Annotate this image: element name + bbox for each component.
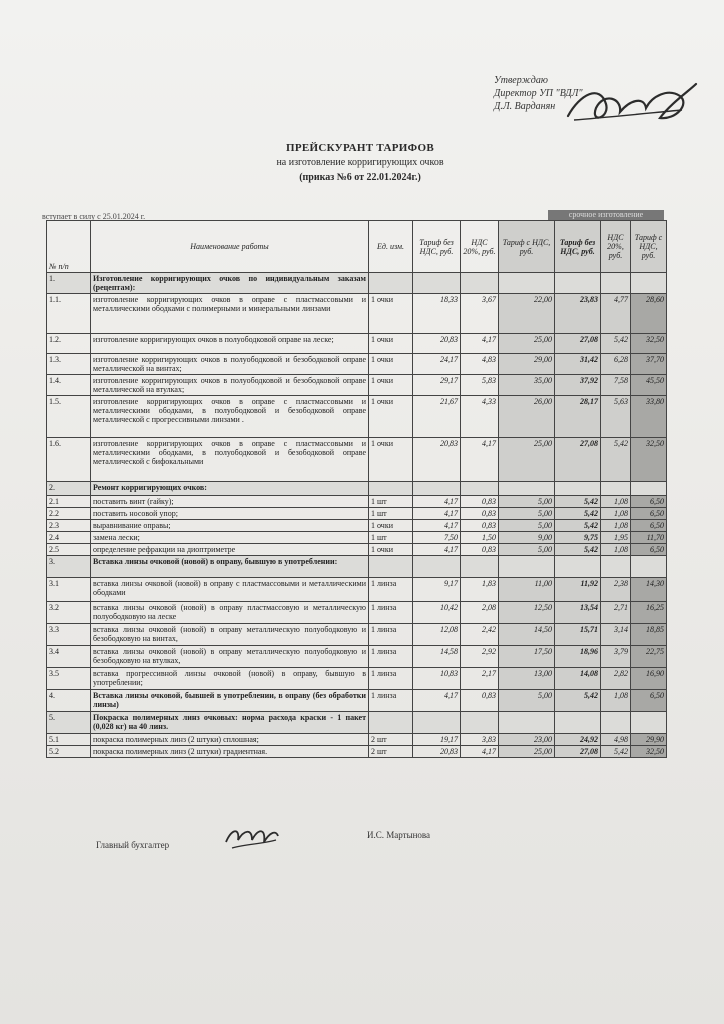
tariff-cell: 19,17 (413, 734, 461, 746)
tariff-cell: 9,17 (413, 578, 461, 602)
row-number-cell: 1.4. (47, 375, 91, 396)
urgent-tariff-cell (555, 273, 601, 294)
approval-line-3: Д.Л. Варданян (494, 101, 556, 112)
unit-cell: 1 шт (369, 508, 413, 520)
vat-cell: 2,42 (461, 624, 499, 646)
row-number-cell: 2. (47, 482, 91, 496)
total-cell: 25,00 (499, 334, 555, 354)
row-number-cell: 2.3 (47, 520, 91, 532)
unit-cell (369, 556, 413, 578)
row-number-cell: 3.3 (47, 624, 91, 646)
tariff-cell: 10,83 (413, 668, 461, 690)
work-name-cell: покраска полимерных линз (2 штуки) градиентная. (91, 746, 369, 758)
work-name-cell: изготовление корригирующих очков в полуободковой оправе на леске; (91, 334, 369, 354)
row-number-cell: 3.4 (47, 646, 91, 668)
urgent-total-cell (631, 273, 667, 294)
tariff-cell (413, 712, 461, 734)
total-cell: 13,00 (499, 668, 555, 690)
accountant-signature (222, 822, 282, 858)
work-name-cell: Покраска полимерных линз очковых: норма расхода краски - 1 пакет (0,028 кг) на 40 линз. (91, 712, 369, 734)
vat-cell: 4,17 (461, 438, 499, 482)
work-name-cell: Изготовление корригирующих очков по индивидуальным заказам (рецептам): (91, 273, 369, 294)
work-name-cell: Вставка линзы очковой, бывшей в употреблении, в оправу (без обработки линзы) (91, 690, 369, 712)
urgent-vat-cell: 1,08 (601, 544, 631, 556)
tariff-cell: 20,83 (413, 438, 461, 482)
vat-cell: 0,83 (461, 508, 499, 520)
tariff-table (46, 220, 667, 758)
urgent-vat-cell: 2,82 (601, 668, 631, 690)
table-row (47, 544, 667, 556)
tariff-cell (413, 273, 461, 294)
col-vat: НДС 20%, руб. (461, 221, 499, 273)
urgent-vat-cell: 1,08 (601, 520, 631, 532)
unit-cell: 1 линза (369, 602, 413, 624)
vat-cell: 3,83 (461, 734, 499, 746)
urgent-tariff-cell: 27,08 (555, 334, 601, 354)
row-number-cell: 5.1 (47, 734, 91, 746)
total-cell: 29,00 (499, 354, 555, 375)
urgent-vat-cell: 2,71 (601, 602, 631, 624)
urgent-vat-cell (601, 273, 631, 294)
row-number-cell: 2.1 (47, 496, 91, 508)
document-title: ПРЕЙСКУРАНТ ТАРИФОВ (285, 142, 435, 154)
unit-cell: 1 очки (369, 294, 413, 334)
vat-cell: 4,83 (461, 354, 499, 375)
row-number-cell: 1.3. (47, 354, 91, 375)
work-name-cell: поставить носовой упор; (91, 508, 369, 520)
urgent-tariff-cell: 5,42 (555, 520, 601, 532)
urgent-vat-cell: 5,42 (601, 438, 631, 482)
total-cell: 5,00 (499, 508, 555, 520)
tariff-cell (413, 482, 461, 496)
urgent-tariff-cell: 5,42 (555, 544, 601, 556)
section-row (47, 556, 667, 578)
unit-cell: 1 очки (369, 354, 413, 375)
urgent-tariff-cell: 27,08 (555, 746, 601, 758)
tariff-cell: 29,17 (413, 375, 461, 396)
section-row (47, 273, 667, 294)
row-number-cell: 3.1 (47, 578, 91, 602)
work-name-cell: поставить винт (гайку); (91, 496, 369, 508)
approval-line-2: Директор УП "ВДЛ" (494, 88, 583, 99)
vat-cell: 5,83 (461, 375, 499, 396)
vat-cell: 2,92 (461, 646, 499, 668)
total-cell: 25,00 (499, 438, 555, 482)
urgent-vat-cell (601, 482, 631, 496)
urgent-total-cell: 14,30 (631, 578, 667, 602)
unit-cell: 1 линза (369, 646, 413, 668)
urgent-tariff-cell: 9,75 (555, 532, 601, 544)
vat-cell: 0,83 (461, 520, 499, 532)
vat-cell: 3,67 (461, 294, 499, 334)
urgent-tariff-cell: 28,17 (555, 396, 601, 438)
vat-cell: 4,17 (461, 334, 499, 354)
row-number-cell: 2.4 (47, 532, 91, 544)
unit-cell: 1 очки (369, 438, 413, 482)
tariff-cell (413, 556, 461, 578)
work-name-cell: определение рефракции на диоптриметре (91, 544, 369, 556)
urgent-total-cell: 45,50 (631, 375, 667, 396)
row-number-cell: 1.5. (47, 396, 91, 438)
work-name-cell: вставка линзы очковой (новой) в оправу металлическую полуободковую и безободковую на втулках, (91, 646, 369, 668)
urgent-tariff-cell: 24,92 (555, 734, 601, 746)
table-row (47, 375, 667, 396)
urgent-vat-cell: 1,08 (601, 690, 631, 712)
urgent-tariff-cell (555, 712, 601, 734)
col-number: № п/п (47, 221, 91, 273)
work-name-cell: покраска полимерных линз (2 штуки) сплошная; (91, 734, 369, 746)
urgent-vat-cell: 4,77 (601, 294, 631, 334)
director-signature (560, 74, 700, 134)
total-cell (499, 482, 555, 496)
work-name-cell: замена лески; (91, 532, 369, 544)
unit-cell (369, 273, 413, 294)
work-name-cell: изготовление корригирующих очков в оправе с пластмассовыми и металлическими ободками, в полуободковой и безободковой оправе металлической с прогрессивными линзами . (91, 396, 369, 438)
row-number-cell: 2.5 (47, 544, 91, 556)
work-name-cell: изготовление корригирующих очков в оправе с пластмассовыми и металлическими ободками, в полуободковой и безободковой оправе металлической с бифокальными (91, 438, 369, 482)
tariff-cell: 10,42 (413, 602, 461, 624)
work-name-cell: Ремонт корригирующих очков: (91, 482, 369, 496)
unit-cell: 1 очки (369, 396, 413, 438)
urgent-tariff-cell: 23,83 (555, 294, 601, 334)
work-name-cell: изготовление корригирующих очков в оправе с пластмассовыми и металлическими ободками с полимерными и минеральными линзами (91, 294, 369, 334)
tariff-cell: 12,08 (413, 624, 461, 646)
urgent-total-cell: 6,50 (631, 508, 667, 520)
unit-cell: 1 очки (369, 375, 413, 396)
work-name-cell: выравнивание оправы; (91, 520, 369, 532)
urgent-total-cell: 28,60 (631, 294, 667, 334)
urgent-tariff-cell: 13,54 (555, 602, 601, 624)
total-cell (499, 273, 555, 294)
work-name-cell: изготовление корригирующих очков в полуободковой и безободковой оправе металлической на втулках; (91, 375, 369, 396)
total-cell: 26,00 (499, 396, 555, 438)
work-name-cell: изготовление корригирующих очков в полуободковой и безободковой оправе металлической на винтах; (91, 354, 369, 375)
tariff-cell: 20,83 (413, 746, 461, 758)
urgent-vat-cell: 1,08 (601, 508, 631, 520)
table-row (47, 334, 667, 354)
urgent-vat-cell: 2,38 (601, 578, 631, 602)
table-row (47, 668, 667, 690)
urgent-total-cell: 6,50 (631, 520, 667, 532)
urgent-total-cell: 32,50 (631, 746, 667, 758)
urgent-total-cell: 29,90 (631, 734, 667, 746)
col-unit: Ед. изм. (369, 221, 413, 273)
urgent-tariff-cell: 15,71 (555, 624, 601, 646)
work-name-cell: вставка линзы очковой (новой) в оправу металлическую полуободковую и безободковую на винтах, (91, 624, 369, 646)
urgent-tariff-cell: 31,42 (555, 354, 601, 375)
urgent-tariff-cell (555, 556, 601, 578)
table-row (47, 578, 667, 602)
total-cell: 23,00 (499, 734, 555, 746)
total-cell: 12,50 (499, 602, 555, 624)
urgent-total-cell: 32,50 (631, 334, 667, 354)
row-number-cell: 1.2. (47, 334, 91, 354)
urgent-vat-cell: 5,42 (601, 746, 631, 758)
accountant-name: И.С. Мартынова (367, 830, 431, 840)
urgent-tariff-cell: 27,08 (555, 438, 601, 482)
table-row (47, 734, 667, 746)
col-tariff: Тариф без НДС, руб. (413, 221, 461, 273)
urgent-vat-cell: 1,95 (601, 532, 631, 544)
urgent-vat-cell: 5,63 (601, 396, 631, 438)
work-name-cell: вставка линзы очковой (новой) в оправу с пластмассовыми и металлическими ободками (91, 578, 369, 602)
urgent-total-cell: 18,85 (631, 624, 667, 646)
unit-cell: 2 шт (369, 734, 413, 746)
unit-cell: 2 шт (369, 746, 413, 758)
total-cell: 22,00 (499, 294, 555, 334)
row-number-cell: 3.2 (47, 602, 91, 624)
vat-cell (461, 482, 499, 496)
urgent-header: срочное изготовление (548, 210, 664, 220)
table-row (47, 354, 667, 375)
total-cell: 5,00 (499, 496, 555, 508)
tariff-cell: 4,17 (413, 690, 461, 712)
total-cell: 14,50 (499, 624, 555, 646)
urgent-vat-cell (601, 556, 631, 578)
urgent-total-cell: 32,50 (631, 438, 667, 482)
total-cell (499, 712, 555, 734)
urgent-total-cell: 22,75 (631, 646, 667, 668)
section-row (47, 712, 667, 734)
urgent-tariff-cell: 5,42 (555, 508, 601, 520)
vat-cell: 4,17 (461, 746, 499, 758)
urgent-total-cell (631, 712, 667, 734)
row-number-cell: 4. (47, 690, 91, 712)
work-name-cell: вставка прогрессивной линзы очковой (новой) в оправу, бывшую в употреблении; (91, 668, 369, 690)
urgent-tariff-cell: 14,08 (555, 668, 601, 690)
table-row (47, 746, 667, 758)
unit-cell: 1 очки (369, 544, 413, 556)
tariff-cell: 7,50 (413, 532, 461, 544)
tariff-cell: 24,17 (413, 354, 461, 375)
table-row (47, 294, 667, 334)
table-row (47, 520, 667, 532)
accountant-role: Главный бухгалтер (96, 840, 170, 850)
urgent-total-cell: 37,70 (631, 354, 667, 375)
table-row (47, 690, 667, 712)
effective-date: вступает в силу с 25.01.2024 г. (42, 212, 146, 221)
row-number-cell: 1. (47, 273, 91, 294)
table-row (47, 646, 667, 668)
vat-cell: 0,83 (461, 544, 499, 556)
total-cell: 5,00 (499, 520, 555, 532)
urgent-vat-cell (601, 712, 631, 734)
tariff-cell: 20,83 (413, 334, 461, 354)
urgent-tariff-cell: 37,92 (555, 375, 601, 396)
vat-cell: 0,83 (461, 496, 499, 508)
row-number-cell: 1.6. (47, 438, 91, 482)
order-reference: (приказ №6 от 22.01.2024г.) (299, 172, 421, 183)
urgent-total-cell: 11,70 (631, 532, 667, 544)
total-cell: 11,00 (499, 578, 555, 602)
unit-cell: 1 очки (369, 520, 413, 532)
tariff-cell: 18,33 (413, 294, 461, 334)
urgent-vat-cell: 5,42 (601, 334, 631, 354)
total-cell: 5,00 (499, 544, 555, 556)
tariff-body (47, 273, 667, 758)
document-subtitle: на изготовление корригирующих очков (276, 157, 444, 168)
table-row (47, 532, 667, 544)
urgent-tariff-cell: 5,42 (555, 690, 601, 712)
urgent-vat-cell: 3,79 (601, 646, 631, 668)
row-number-cell: 3.5 (47, 668, 91, 690)
vat-cell: 2,17 (461, 668, 499, 690)
table-row (47, 602, 667, 624)
vat-cell (461, 712, 499, 734)
tariff-cell: 4,17 (413, 520, 461, 532)
table-row (47, 438, 667, 482)
col-urgent-tariff: Тариф без НДС, руб. (555, 221, 601, 273)
vat-cell: 0,83 (461, 690, 499, 712)
vat-cell (461, 556, 499, 578)
vat-cell: 2,08 (461, 602, 499, 624)
vat-cell: 4,33 (461, 396, 499, 438)
urgent-vat-cell: 6,28 (601, 354, 631, 375)
urgent-total-cell: 16,90 (631, 668, 667, 690)
row-number-cell: 5.2 (47, 746, 91, 758)
total-cell: 5,00 (499, 690, 555, 712)
urgent-vat-cell: 1,08 (601, 496, 631, 508)
urgent-total-cell: 6,50 (631, 544, 667, 556)
urgent-total-cell: 33,80 (631, 396, 667, 438)
unit-cell: 1 очки (369, 334, 413, 354)
row-number-cell: 2.2 (47, 508, 91, 520)
unit-cell (369, 482, 413, 496)
total-cell: 35,00 (499, 375, 555, 396)
tariff-cell: 4,17 (413, 508, 461, 520)
urgent-total-cell: 6,50 (631, 690, 667, 712)
tariff-cell: 4,17 (413, 496, 461, 508)
row-number-cell: 3. (47, 556, 91, 578)
urgent-total-cell: 6,50 (631, 496, 667, 508)
unit-cell (369, 712, 413, 734)
urgent-tariff-cell: 11,92 (555, 578, 601, 602)
col-urgent-vat: НДС 20%, руб. (601, 221, 631, 273)
table-row (47, 624, 667, 646)
table-row (47, 496, 667, 508)
section-row (47, 482, 667, 496)
unit-cell: 1 шт (369, 532, 413, 544)
work-name-cell: Вставка линзы очковой (новой) в оправу, бывшую в употреблении: (91, 556, 369, 578)
work-name-cell: вставка линзы очковой (новой) в оправу пластмассовую и металлическую полуободковую на леске (91, 602, 369, 624)
row-number-cell: 5. (47, 712, 91, 734)
col-urgent-total: Тариф с НДС, руб. (631, 221, 667, 273)
urgent-vat-cell: 4,98 (601, 734, 631, 746)
urgent-total-cell (631, 482, 667, 496)
vat-cell (461, 273, 499, 294)
urgent-tariff-cell (555, 482, 601, 496)
urgent-tariff-cell: 5,42 (555, 496, 601, 508)
urgent-total-cell: 16,25 (631, 602, 667, 624)
tariff-cell: 14,58 (413, 646, 461, 668)
unit-cell: 1 линза (369, 690, 413, 712)
urgent-total-cell (631, 556, 667, 578)
urgent-vat-cell: 7,58 (601, 375, 631, 396)
row-number-cell: 1.1. (47, 294, 91, 334)
total-cell: 25,00 (499, 746, 555, 758)
total-cell: 9,00 (499, 532, 555, 544)
vat-cell: 1,50 (461, 532, 499, 544)
unit-cell: 1 шт (369, 496, 413, 508)
table-row (47, 508, 667, 520)
tariff-cell: 4,17 (413, 544, 461, 556)
col-total: Тариф с НДС, руб. (499, 221, 555, 273)
col-work-name: Наименование работы (91, 221, 369, 273)
table-row (47, 396, 667, 438)
vat-cell: 1,83 (461, 578, 499, 602)
unit-cell: 1 линза (369, 578, 413, 602)
total-cell: 17,50 (499, 646, 555, 668)
unit-cell: 1 линза (369, 668, 413, 690)
approval-line-1: Утверждаю (494, 75, 548, 86)
total-cell (499, 556, 555, 578)
unit-cell: 1 линза (369, 624, 413, 646)
urgent-tariff-cell: 18,96 (555, 646, 601, 668)
tariff-cell: 21,67 (413, 396, 461, 438)
urgent-vat-cell: 3,14 (601, 624, 631, 646)
